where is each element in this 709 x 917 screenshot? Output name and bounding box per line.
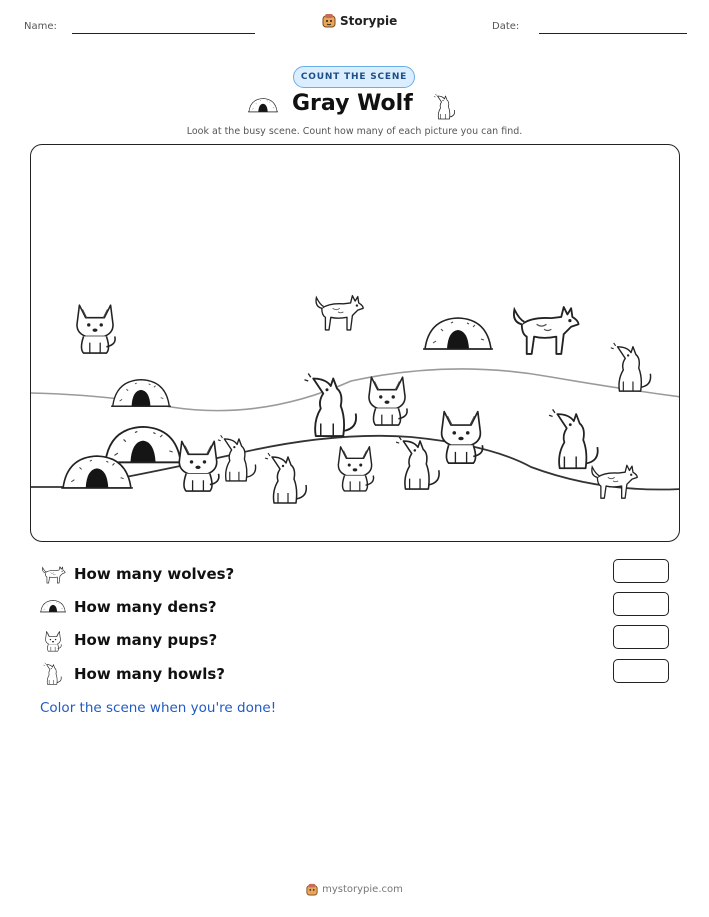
wolf-icon xyxy=(40,562,66,586)
instructions: Look at the busy scene. Count how many of each picture you can find. xyxy=(186,126,523,137)
answer-box-dens[interactable] xyxy=(613,592,669,616)
howl-5 xyxy=(396,437,439,489)
howl-icon xyxy=(40,662,66,686)
howl-4 xyxy=(265,453,306,503)
name-label: Name: xyxy=(24,21,57,32)
question-row-dens xyxy=(40,595,670,619)
count-the-scene-badge: COUNT THE SCENE xyxy=(293,66,415,88)
pup-3 xyxy=(179,441,219,491)
den-icon xyxy=(248,97,278,113)
footer-url[interactable]: mystorypie.com xyxy=(322,883,403,895)
howl-1 xyxy=(611,343,651,391)
page-title: Gray Wolf xyxy=(292,91,413,116)
pup-1 xyxy=(77,305,115,353)
pup-icon xyxy=(40,628,66,652)
name-line[interactable] xyxy=(72,33,255,34)
question-text: How many howls? xyxy=(74,665,225,683)
date-line[interactable] xyxy=(539,33,687,34)
question-text: How many dens? xyxy=(74,598,217,616)
wolf-2 xyxy=(514,307,579,354)
storypie-mascot-icon xyxy=(322,13,336,28)
title-row xyxy=(0,91,709,123)
wolf-1 xyxy=(316,296,363,330)
wolf-3 xyxy=(592,465,637,498)
storypie-mascot-icon xyxy=(306,883,318,896)
answer-box-pups[interactable] xyxy=(613,625,669,649)
pup-2 xyxy=(369,377,407,425)
scene-drawing xyxy=(31,145,680,542)
footer xyxy=(0,881,709,897)
answer-box-wolves[interactable] xyxy=(613,559,669,583)
answer-box-howls[interactable] xyxy=(613,659,669,683)
pup-4 xyxy=(338,447,373,491)
question-text: How many wolves? xyxy=(74,565,235,583)
question-text: How many pups? xyxy=(74,631,218,649)
den-3 xyxy=(103,427,183,462)
busy-scene[interactable] xyxy=(30,144,680,542)
brand-name: Storypie xyxy=(340,13,398,28)
den-1 xyxy=(423,318,493,349)
howl-6 xyxy=(549,409,598,468)
den-icon xyxy=(40,598,66,614)
question-row-howls xyxy=(40,662,670,686)
question-row-pups xyxy=(40,628,670,652)
howl-3 xyxy=(218,435,256,481)
question-row-wolves xyxy=(40,562,670,586)
pup-5 xyxy=(442,412,483,464)
wolf-icon xyxy=(430,93,460,121)
closing-note: Color the scene when you're done! xyxy=(40,700,277,716)
brand-logo xyxy=(322,13,397,28)
date-label: Date: xyxy=(492,21,520,32)
den-2 xyxy=(111,380,171,407)
